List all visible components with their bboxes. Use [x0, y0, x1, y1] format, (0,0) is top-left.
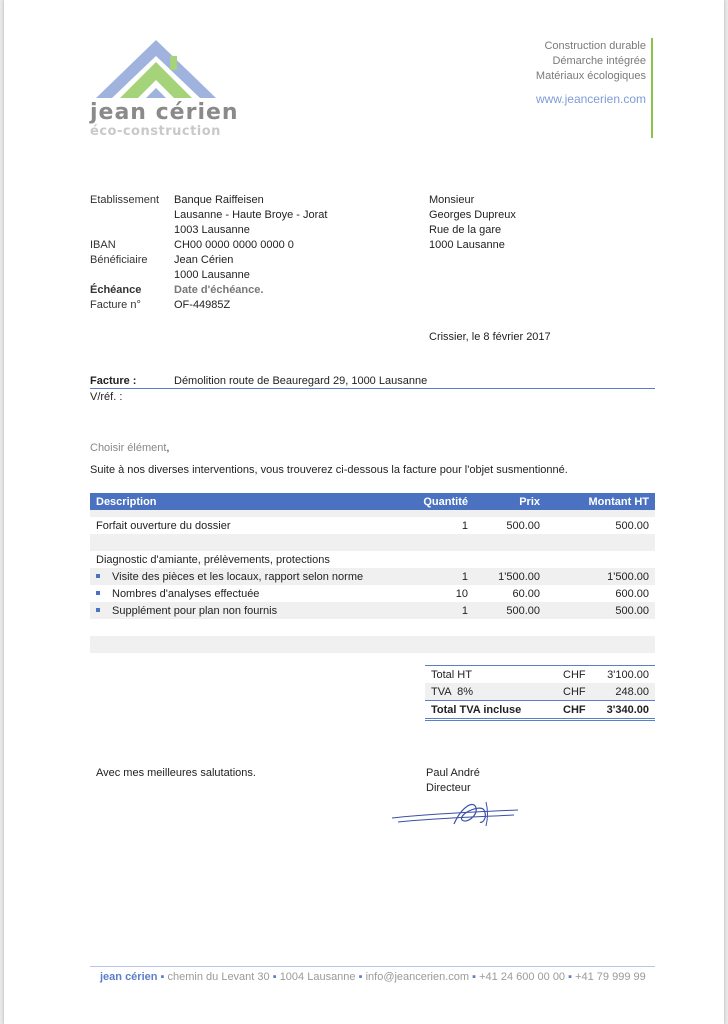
- total-ht-row: [425, 666, 655, 683]
- reference-label: V/réf. :: [90, 391, 123, 403]
- beneficiaire-line: 1000 Lausanne: [174, 269, 250, 281]
- intro-text: Suite à nos diverses interventions, vous trouverez ci-dessous la facture pour l'objet susmentionné.: [90, 464, 568, 476]
- tva-currency: CHF: [557, 683, 595, 701]
- tagline: [536, 39, 646, 107]
- iban-label: IBAN: [90, 239, 116, 251]
- signatory-name: Paul André: [426, 767, 480, 779]
- bullet-icon: [96, 608, 100, 612]
- tagline-line-1: Construction durable: [544, 40, 646, 52]
- salutation-comma: ,: [166, 442, 170, 454]
- facture-label: Facture n°: [90, 299, 141, 311]
- footer-rule: [90, 966, 655, 967]
- etablissement-line: 1003 Lausanne: [174, 224, 250, 236]
- salutation: [90, 441, 169, 456]
- row-amount: 600.00: [615, 587, 649, 600]
- recipient-line: Monsieur: [429, 194, 475, 206]
- table-row: [90, 517, 655, 534]
- row-quantity: 1: [461, 519, 468, 532]
- row-section-title: Diagnostic d'amiante, prélèvements, protections: [96, 553, 330, 566]
- table-row: [90, 551, 655, 568]
- row-description: [90, 585, 402, 602]
- row-price: 1'500.00: [474, 568, 546, 585]
- row-description-text: Supplément pour plan non fournis: [112, 604, 278, 617]
- row-amount: 1'500.00: [546, 568, 655, 585]
- row-description: Forfait ouverture du dossier: [96, 519, 231, 532]
- logo-subtitle: éco-construction: [90, 124, 221, 139]
- footer-address: chemin du Levant 30: [167, 971, 270, 983]
- total-ttc-label: Total TVA incluse: [431, 703, 522, 716]
- footer-mobile: +41 79 999 99: [575, 971, 646, 983]
- table-spacer: [90, 636, 655, 653]
- footer-email[interactable]: info@jeancerien.com: [365, 971, 470, 983]
- closing-text: Avec mes meilleures salutations.: [96, 767, 256, 779]
- header-description: Description: [90, 493, 402, 510]
- row-price: 500.00: [474, 602, 546, 619]
- separator-dot-icon: ▪: [272, 971, 277, 983]
- row-price: 60.00: [512, 587, 540, 600]
- separator-dot-icon: ▪: [160, 971, 165, 983]
- echeance-label: Échéance: [90, 284, 142, 296]
- recipient-line: Georges Dupreux: [429, 209, 516, 221]
- row-price: 500.00: [506, 519, 540, 532]
- logo-name: jean cérien: [90, 100, 239, 125]
- total-ht-value: 3'100.00: [607, 668, 649, 681]
- separator-dot-icon: ▪: [472, 971, 477, 983]
- row-amount: 500.00: [615, 519, 649, 532]
- total-ht-label: Total HT: [431, 668, 472, 681]
- separator-dot-icon: ▪: [568, 971, 573, 983]
- etablissement-label: Etablissement: [90, 194, 160, 206]
- table-spacer: [90, 534, 655, 551]
- row-quantity: 1: [402, 568, 474, 585]
- echeance-field[interactable]: Date d'échéance.: [174, 284, 264, 296]
- table-spacer: [90, 619, 655, 636]
- table-row: [90, 602, 655, 619]
- total-ttc-row: [425, 701, 655, 720]
- row-description-text: Visite des pièces et les locaux, rapport selon norme: [112, 570, 364, 583]
- total-ttc-currency: CHF: [563, 703, 586, 716]
- header-quantity: Quantité: [402, 493, 474, 510]
- bullet-icon: [96, 574, 100, 578]
- footer-phone: +41 24 600 00 00: [479, 971, 566, 983]
- table-row: [90, 568, 655, 585]
- tagline-line-2: Démarche intégrée: [552, 55, 646, 67]
- etablissement-line: Banque Raiffeisen: [174, 194, 264, 206]
- items-table: [90, 493, 655, 653]
- header-price: Prix: [474, 493, 546, 510]
- subject-divider: [90, 388, 655, 389]
- recipient-line: Rue de la gare: [429, 224, 502, 236]
- invoice-page: [4, 0, 724, 1024]
- salutation-placeholder[interactable]: Choisir élément: [90, 442, 167, 454]
- table-header: [90, 493, 655, 510]
- beneficiaire-label: Bénéficiaire: [90, 254, 148, 266]
- tagline-line-3: Matériaux écologiques: [535, 70, 646, 82]
- row-description: [90, 602, 402, 619]
- subject-label: Facture :: [90, 375, 137, 387]
- tva-value: 248.00: [595, 683, 655, 701]
- date-line: Crissier, le 8 février 2017: [429, 331, 551, 343]
- bullet-icon: [96, 591, 100, 595]
- footer: [100, 971, 646, 983]
- table-spacer: [90, 510, 655, 517]
- totals-table: [425, 666, 655, 721]
- tva-row: [425, 683, 655, 701]
- footer-city: 1004 Lausanne: [279, 971, 356, 983]
- beneficiaire-line: Jean Cérien: [174, 254, 234, 266]
- etablissement-line: Lausanne - Haute Broye - Jorat: [174, 209, 328, 221]
- row-amount: 500.00: [546, 602, 655, 619]
- header-amount: Montant HT: [546, 493, 655, 510]
- recipient-line: 1000 Lausanne: [429, 239, 505, 251]
- signatory: [426, 766, 480, 796]
- website-link[interactable]: www.jeancerien.com: [535, 92, 646, 106]
- signatory-title: Directeur: [426, 782, 471, 794]
- iban-value: CH00 0000 0000 0000 0: [174, 239, 294, 251]
- row-description-text: Nombres d'analyses effectuée: [112, 587, 260, 600]
- facture-number: OF-44985Z: [174, 299, 231, 311]
- total-ht-currency: CHF: [563, 668, 586, 681]
- logo-house-icon: [90, 36, 222, 100]
- total-ttc-value: 3'340.00: [606, 703, 649, 716]
- row-quantity: 1: [402, 602, 474, 619]
- tagline-divider: [651, 38, 653, 138]
- subject-value: Démolition route de Beauregard 29, 1000 Lausanne: [174, 375, 428, 387]
- signature-image: [388, 796, 528, 830]
- tva-label: TVA 8%: [425, 683, 557, 701]
- bank-details: [90, 193, 390, 313]
- row-description: [90, 568, 402, 585]
- recipient-address: [429, 193, 516, 253]
- footer-brand: jean cérien: [100, 971, 158, 983]
- row-quantity: 10: [455, 587, 468, 600]
- separator-dot-icon: ▪: [358, 971, 363, 983]
- table-row: [90, 585, 655, 602]
